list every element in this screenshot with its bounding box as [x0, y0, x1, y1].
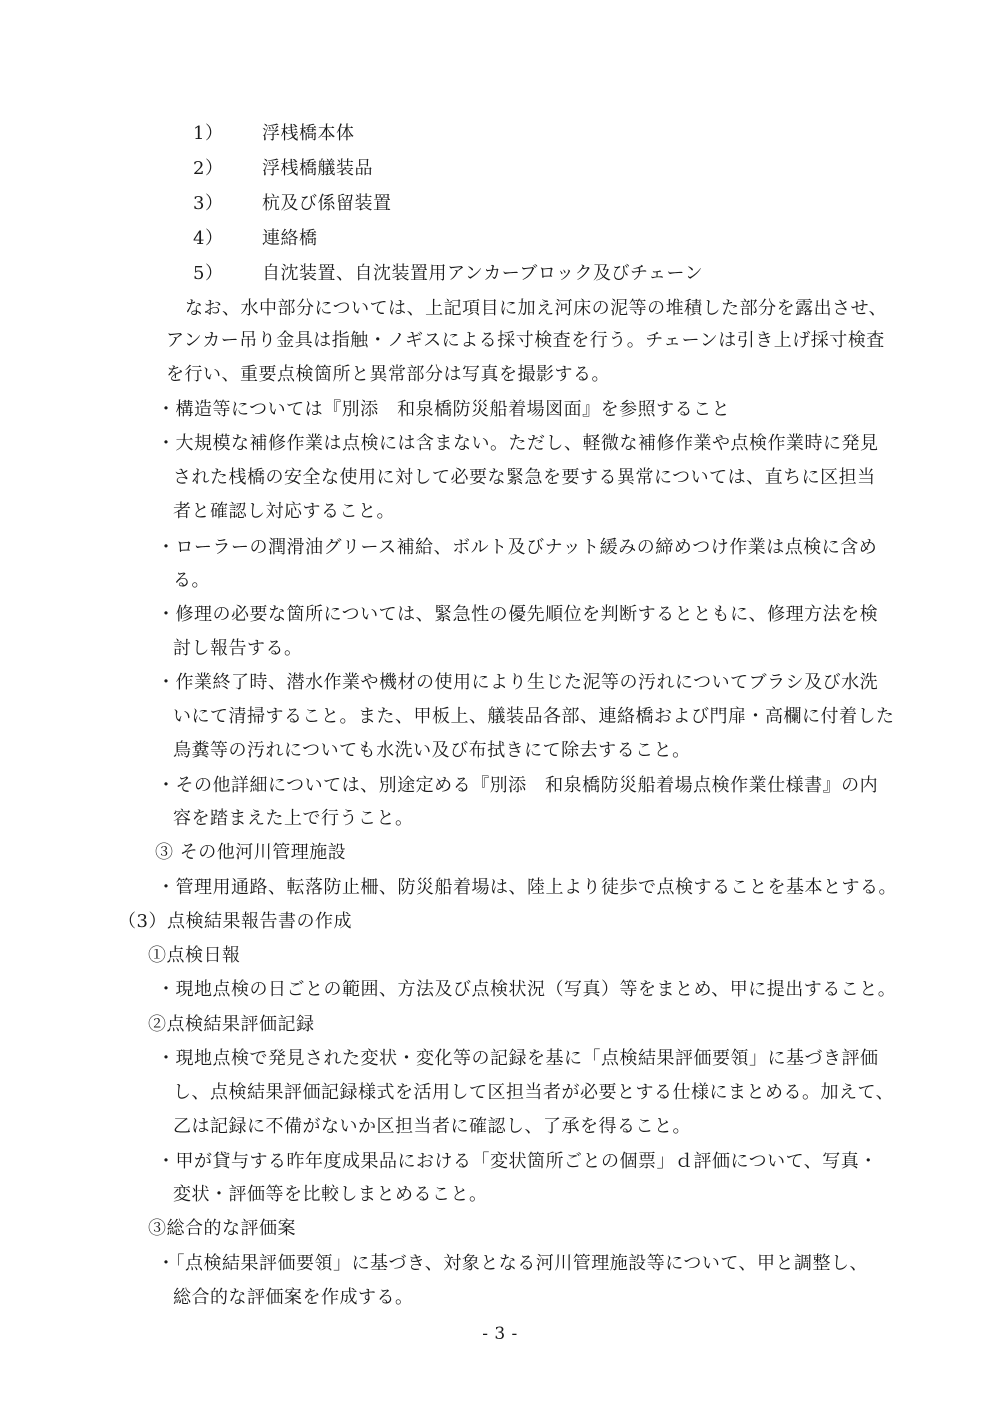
paragraph-line: アンカー吊り金具は指触・ノギスによる採寸検査を行う。チェーンは引き上げ採寸検査 — [166, 330, 885, 351]
item-number: 4） — [193, 228, 224, 249]
bullet-line: ・その他詳細については、別途定める『別添 和泉橋防災船着場点検作業仕様書』の内 — [157, 775, 879, 796]
bullet-line: ・現地点検の日ごとの範囲、方法及び点検状況（写真）等をまとめ、甲に提出すること。 — [157, 979, 897, 1000]
item-number: 3） — [193, 193, 224, 214]
paragraph-line: 総合的な評価案を作成する。 — [173, 1287, 414, 1308]
paragraph-line: 容を踏まえた上で行うこと。 — [173, 808, 414, 829]
bullet-line: ・「点検結果評価要領」に基づき、対象となる河川管理施設等について、甲と調整し、 — [157, 1253, 869, 1274]
item-text: 杭及び係留装置 — [262, 193, 392, 214]
subsection-heading: ②点検結果評価記録 — [148, 1014, 315, 1035]
item-number: 1） — [193, 123, 224, 144]
paragraph-line: る。 — [173, 570, 210, 591]
section-heading: （3）点検結果報告書の作成 — [118, 911, 352, 932]
paragraph-line: し、点検結果評価記録様式を活用して区担当者が必要とする仕様にまとめる。加えて、 — [173, 1082, 895, 1103]
bullet-line: ・作業終了時、潜水作業や機材の使用により生じた泥等の汚れについてブラシ及び水洗 — [157, 672, 879, 693]
subsection-heading: ①点検日報 — [148, 945, 241, 966]
item-text: 自沈装置、自沈装置用アンカーブロック及びチェーン — [262, 263, 704, 284]
item-number: 5） — [193, 263, 224, 284]
paragraph-line: いにて清掃すること。また、甲板上、艤装品各部、連絡橋および門扉・高欄に付着した — [173, 706, 895, 727]
paragraph-line: 変状・評価等を比較しまとめること。 — [173, 1184, 488, 1205]
bullet-line: ・甲が貸与する昨年度成果品における「変状箇所ごとの個票」ｄ評価について、写真・ — [157, 1151, 878, 1172]
paragraph-line: なお、水中部分については、上記項目に加え河床の泥等の堆積した部分を露出させ、 — [185, 298, 888, 319]
page-number: - 3 - — [482, 1324, 518, 1344]
paragraph-line: 者と確認し対応すること。 — [173, 501, 395, 522]
paragraph-line: された桟橋の安全な使用に対して必要な緊急を要する異常については、直ちに区担当 — [173, 467, 876, 488]
paragraph-line: を行い、重要点検箇所と異常部分は写真を撮影する。 — [166, 364, 610, 385]
item-text: 連絡橋 — [262, 228, 318, 249]
subsection-heading: ③総合的な評価案 — [148, 1218, 296, 1239]
bullet-line: ・管理用通路、転落防止柵、防災船着場は、陸上より徒歩で点検することを基本とする。 — [157, 877, 897, 898]
paragraph-line: 鳥糞等の汚れについても水洗い及び布拭きにて除去すること。 — [173, 740, 691, 761]
bullet-line: ・ローラーの潤滑油グリース補給、ボルト及びナット緩みの締めつけ作業は点検に含め — [157, 537, 878, 558]
bullet-line: ・現地点検で発見された変状・変化等の記録を基に「点検結果評価要領」に基づき評価 — [157, 1048, 879, 1069]
section-heading: ③ その他河川管理施設 — [155, 842, 347, 863]
item-text: 浮桟橋本体 — [262, 123, 355, 144]
bullet-line: ・大規模な補修作業は点検には含まない。ただし、軽微な補修作業や点検作業時に発見 — [157, 433, 879, 454]
bullet-line: ・構造等については『別添 和泉橋防災船着場図面』を参照すること — [157, 399, 731, 420]
item-number: 2） — [193, 158, 224, 179]
bullet-line: ・修理の必要な箇所については、緊急性の優先順位を判断するとともに、修理方法を検 — [157, 604, 879, 625]
item-text: 浮桟橋艤装品 — [262, 158, 373, 179]
paragraph-line: 討し報告する。 — [173, 638, 303, 659]
paragraph-line: 乙は記録に不備がないか区担当者に確認し、了承を得ること。 — [173, 1116, 691, 1137]
